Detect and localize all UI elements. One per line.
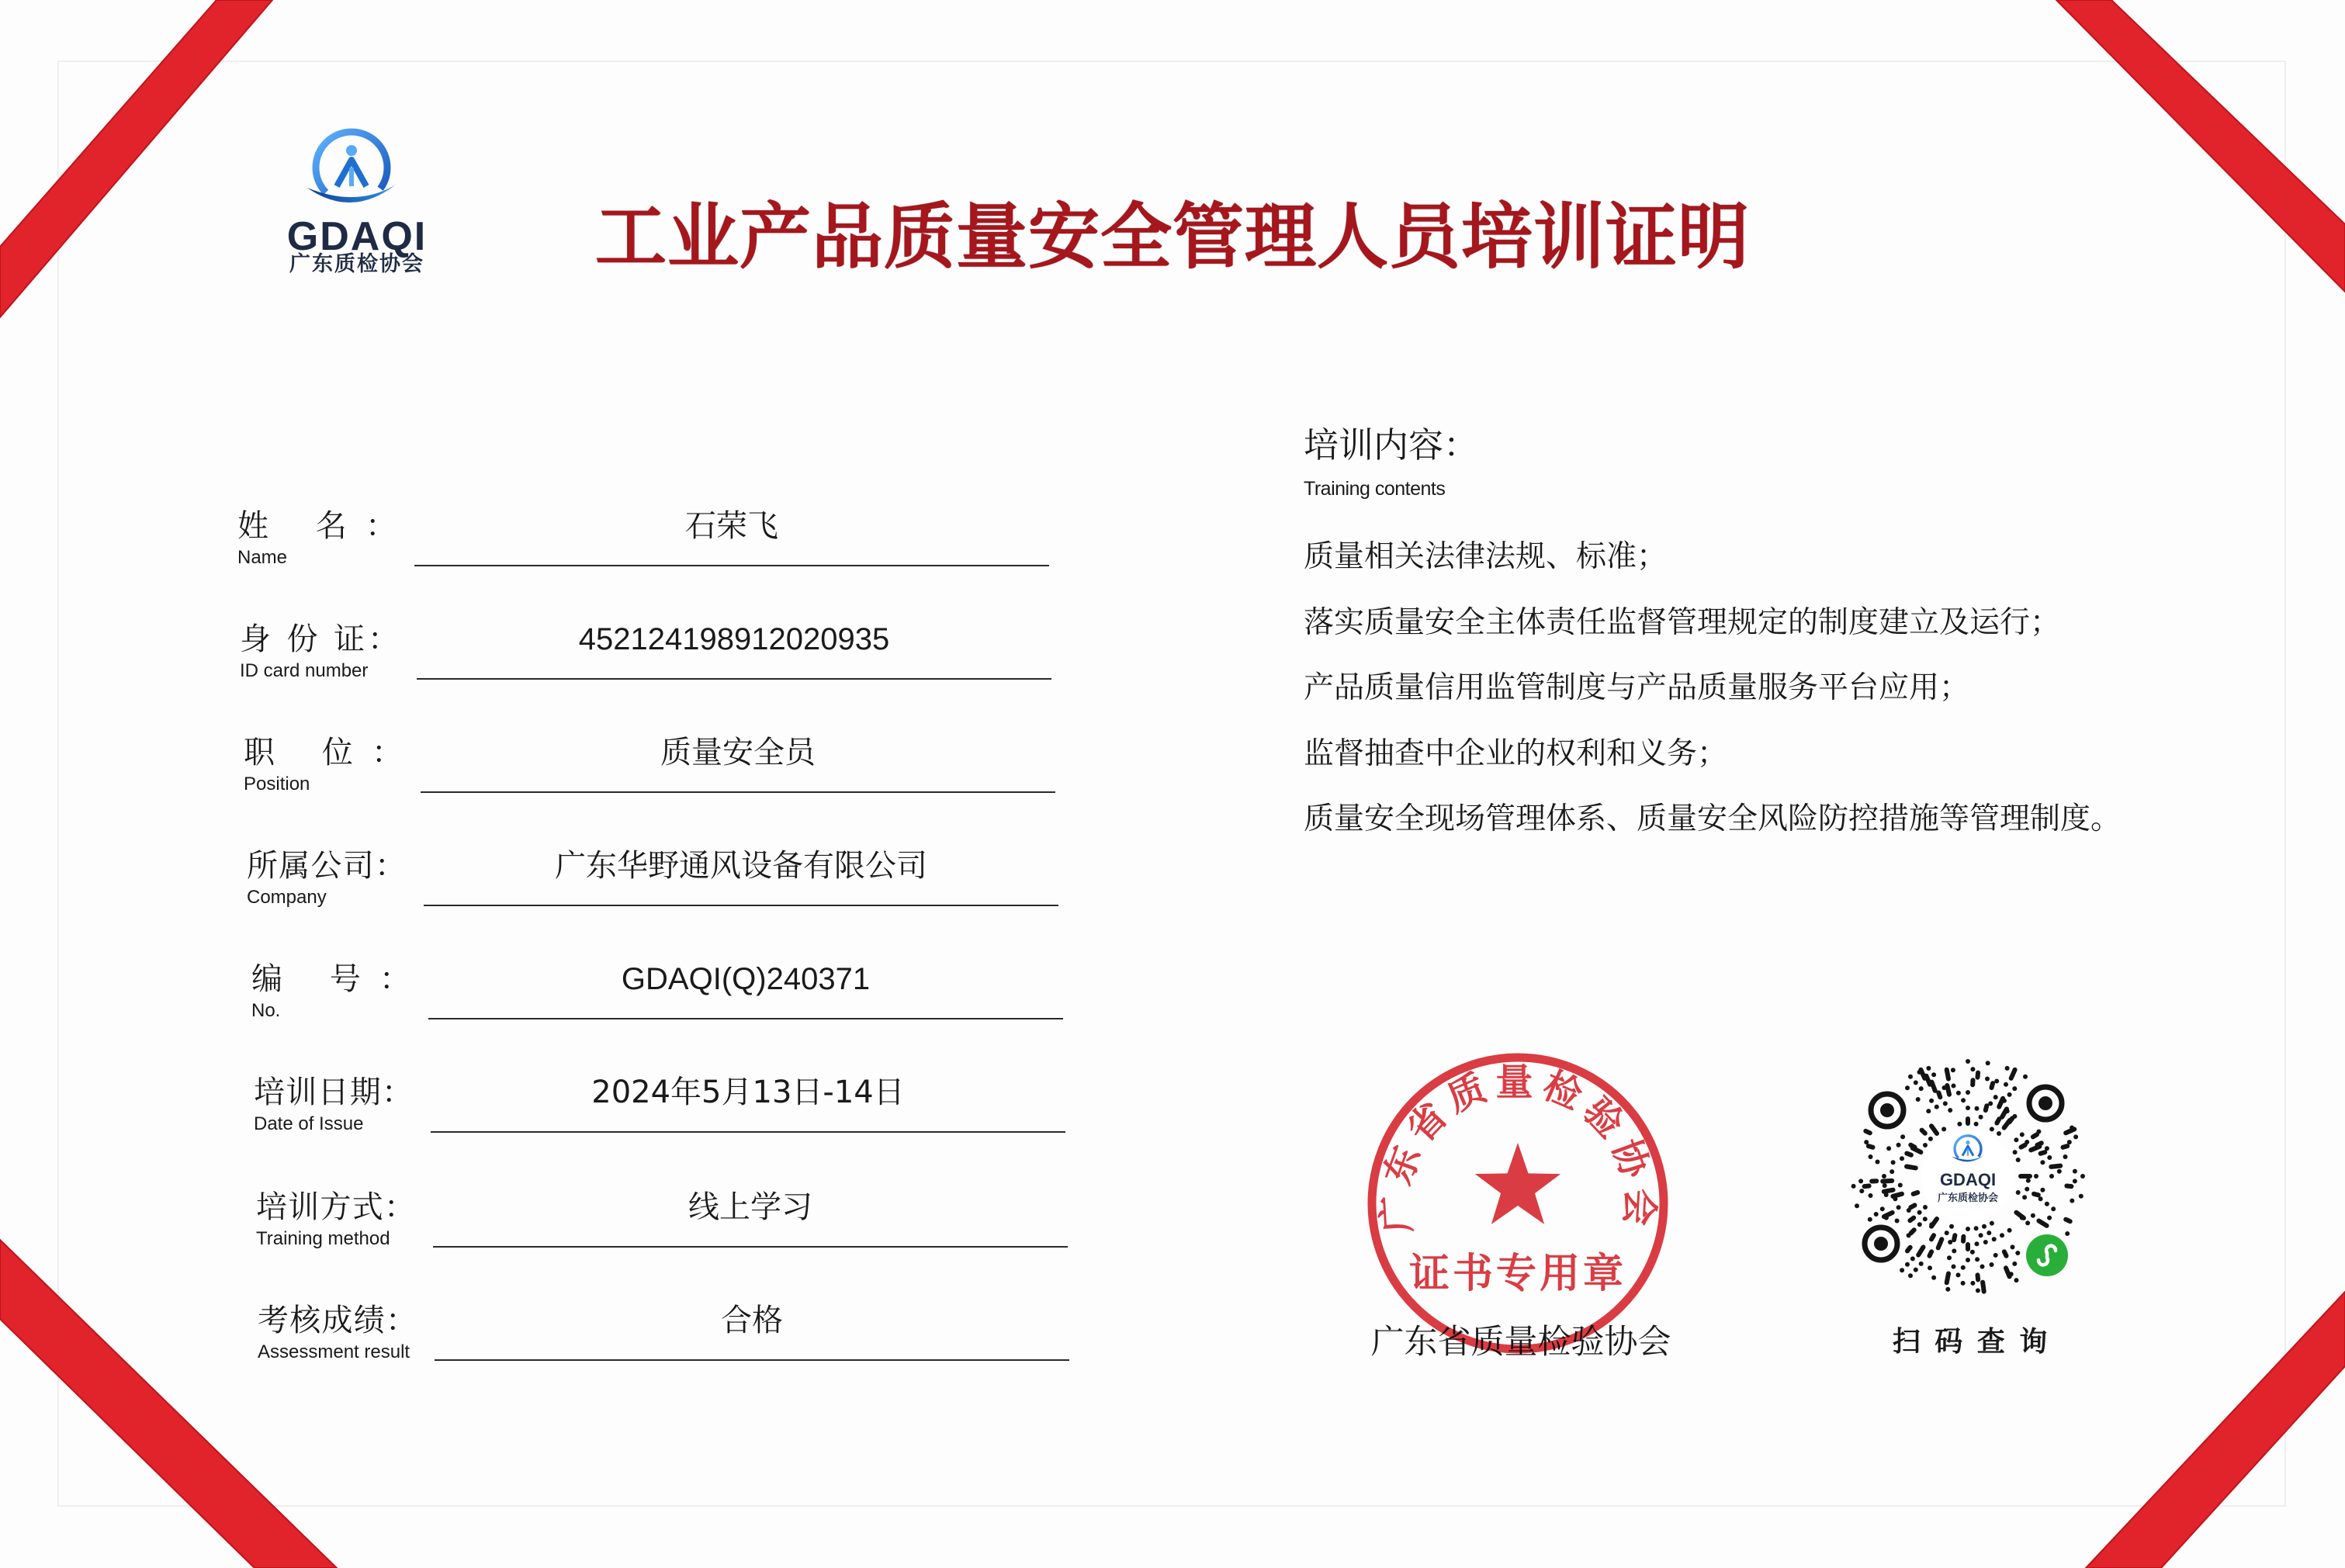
field-label: 身 份 证： [240,621,399,657]
seal-caption: 广东省质量检验协会 [1370,1323,1671,1362]
training-item: 质量安全现场管理体系、质量安全风险防控措施等管理制度。 [1304,801,2122,836]
field-label: 编 号： [251,961,410,997]
training-item: 产品质量信用监管制度与产品质量服务平台应用； [1304,670,1970,705]
training-heading-en: Training contents [1304,478,1446,500]
field-label: 考核成绩： [258,1303,417,1338]
ribbon-top-right [2056,0,2345,292]
field-value: 广东华野通风设备有限公司 [555,848,927,884]
training-item: 监督抽查中企业的权利和义务； [1304,736,1728,771]
field-label-en: Date of Issue [254,1113,364,1134]
logo-org-name: 广东质检协会 [289,252,424,276]
field-value: 452124198912020935 [578,622,890,656]
seal-center-text: 证书专用章 [1408,1250,1627,1297]
qr-logo-org: 广东质检协会 [1937,1192,1999,1204]
field-label-en: Training method [256,1228,390,1249]
field-label-en: Position [244,774,310,794]
field-label: 所属公司： [247,848,406,884]
ribbon-bottom-left [0,1240,337,1568]
field-value: 2024年5月13日-14日 [591,1075,905,1110]
field-value: 线上学习 [688,1189,812,1225]
field-value: 石荣飞 [685,508,778,544]
field-label-en: Assessment result [258,1341,410,1362]
field-label-en: Company [247,887,327,908]
certificate-title: 工业产品质量安全管理人员培训证明 [594,195,1750,279]
qr-logo-mark: GDAQI [1939,1170,1997,1189]
field-label-en: No. [251,1000,281,1021]
ribbon-top-left [0,0,272,317]
field-value: 合格 [721,1303,783,1338]
field-label: 培训方式： [256,1189,415,1225]
field-value: GDAQI(Q)240371 [621,962,871,996]
field-label-en: ID card number [240,660,369,681]
field-value: 质量安全员 [660,735,816,770]
ribbon-bottom-right [2086,1292,2345,1568]
qr-caption: 扫 码 查 询 [1892,1326,2050,1358]
training-item: 落实质量安全主体责任监督管理规定的制度建立及运行； [1304,604,2061,640]
field-label: 职 位： [244,735,403,770]
field-label-en: Name [237,547,288,568]
seal-arc-text-path: 广东省质量检验协会 [1373,1060,1662,1234]
training-item: 质量相关法律法规、标准； [1304,539,1668,574]
field-label: 姓 名： [237,508,397,544]
field-label: 培训日期： [254,1075,413,1110]
logo-mark: GDAQI [286,214,428,259]
training-heading: 培训内容： [1304,424,1479,466]
